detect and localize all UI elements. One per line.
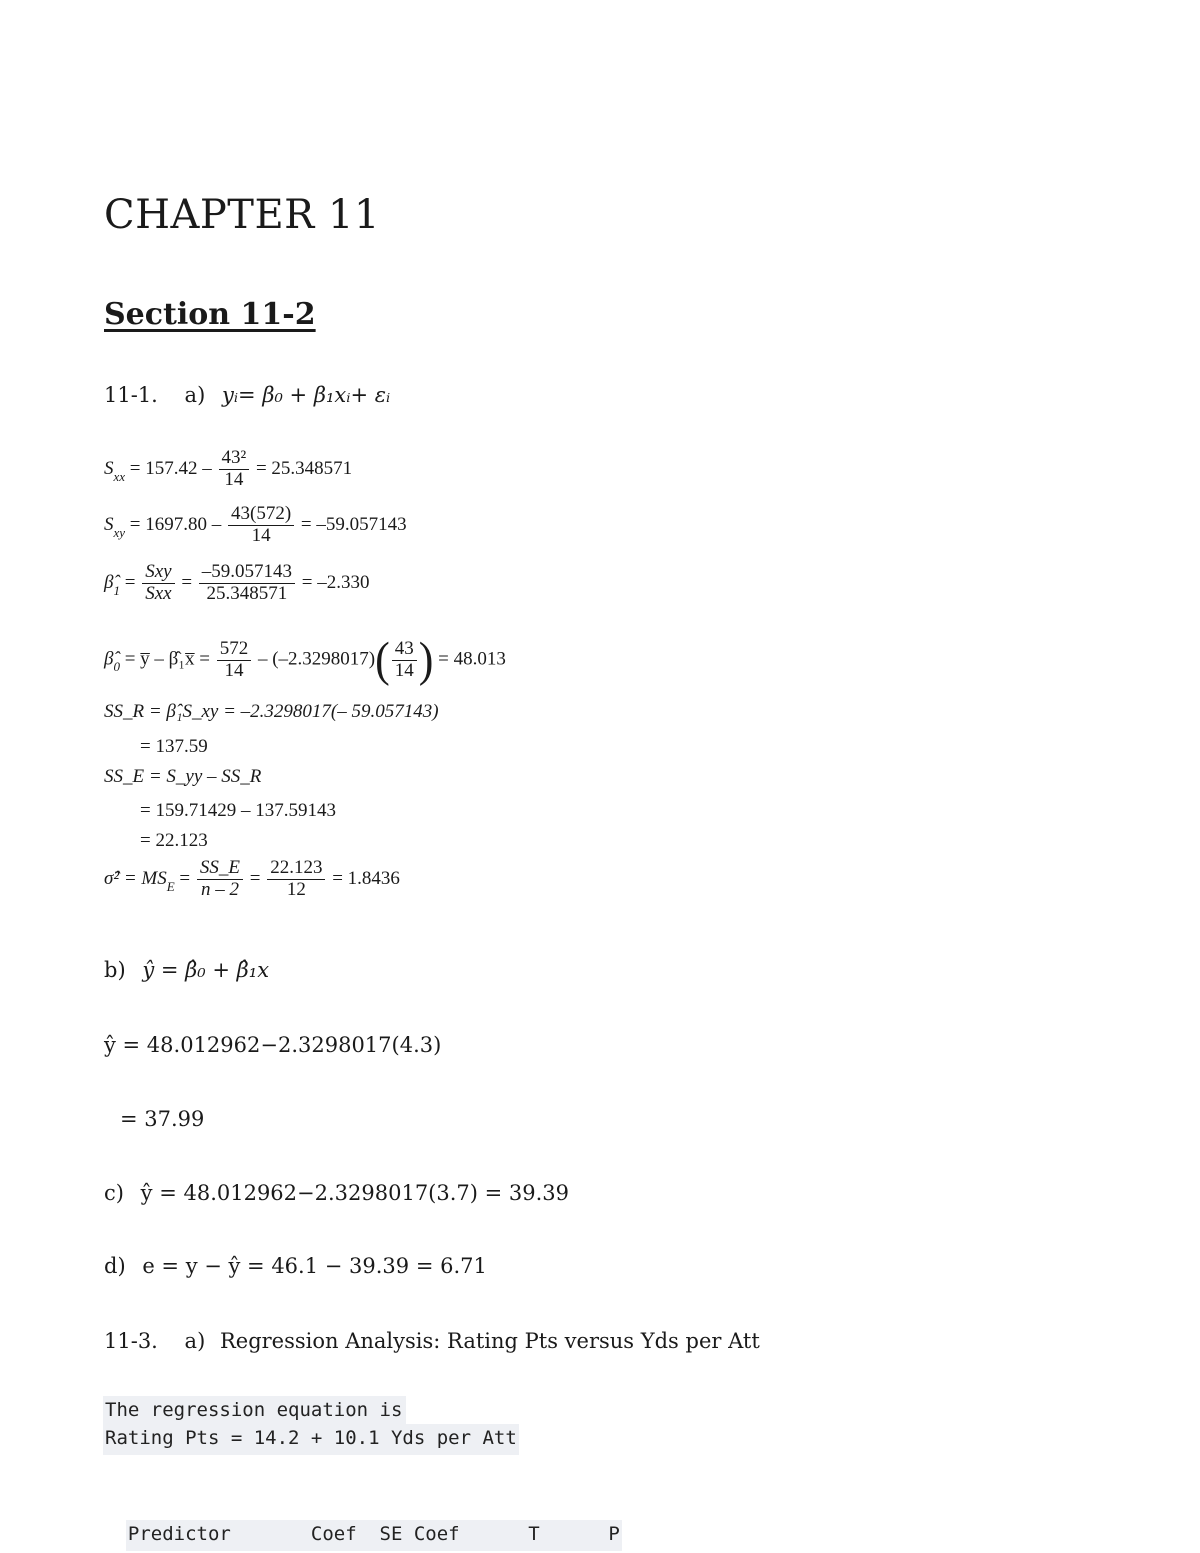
sse-line-3: = 22.123 xyxy=(140,830,208,851)
part-b-calc-2: = 37.99 xyxy=(120,1107,205,1131)
part-d-label: d) xyxy=(104,1254,126,1278)
ssr-line-2: = 137.59 xyxy=(140,736,208,757)
sxx-equation xyxy=(104,448,352,491)
beta0-fraction-2 xyxy=(392,639,417,682)
beta0-den1: 14 xyxy=(224,659,244,681)
problem-11-3-header xyxy=(104,1329,760,1353)
sxx-num: 43² xyxy=(219,448,250,470)
beta0-fraction-1 xyxy=(217,639,252,682)
beta0-symbol: β̂ xyxy=(104,648,114,670)
beta1-result: = –2.330 xyxy=(301,571,370,593)
beta1-num: –59.057143 xyxy=(199,562,295,584)
sxy-fraction xyxy=(228,504,294,547)
part-d-calc: e = y − ŷ = 46.1 − 39.39 = 6.71 xyxy=(142,1254,487,1278)
part-a-label: a) xyxy=(184,1329,206,1353)
sse-line-2: = 159.71429 – 137.59143 xyxy=(140,800,336,821)
coef-table-header xyxy=(103,1498,622,1551)
code-block xyxy=(103,1396,519,1455)
sxx-den: 14 xyxy=(224,468,244,490)
beta1-num-symbolic: Sxy xyxy=(142,562,174,584)
problem-label: 11-1. xyxy=(104,383,158,407)
beta0-num1: 572 xyxy=(217,639,252,661)
part-c-line xyxy=(104,1181,569,1205)
sxx-subscript: xx xyxy=(113,468,126,484)
part-a-label: a) xyxy=(184,383,206,407)
sxy-subscript: xy xyxy=(113,524,126,540)
beta1-subscript: 1 xyxy=(113,582,120,598)
sxx-result: = 25.348571 xyxy=(255,457,353,479)
problem-11-1-header xyxy=(104,383,390,407)
table-header-row: Predictor Coef SE Coef T P xyxy=(126,1520,622,1551)
beta0-num2: 43 xyxy=(392,639,417,661)
sigma-result: = 1.8436 xyxy=(332,867,400,889)
beta0-result: = 48.013 xyxy=(438,648,506,670)
beta1-eq: = xyxy=(124,571,136,593)
sigma-symbol: σ̂² = MS xyxy=(104,867,167,889)
part-b-label: b) xyxy=(104,958,126,982)
sxy-symbol: S xyxy=(104,513,114,535)
sigma-equation xyxy=(104,858,400,901)
ssr-line-1: SS_R = β̂₁S_xy = –2.3298017(– 59.057143) xyxy=(104,701,439,722)
sxy-equation xyxy=(104,504,407,547)
sxx-symbol: S xyxy=(104,457,114,479)
part-c-label: c) xyxy=(104,1181,124,1205)
code-line-1: The regression equation is xyxy=(103,1396,406,1427)
sigma-eq2: = xyxy=(249,867,261,889)
part-b-line xyxy=(104,958,269,982)
beta1-fraction-numeric xyxy=(199,562,295,605)
part-b-model: ŷ = β̂₀ + β̂₁x xyxy=(142,958,270,982)
sxy-expr: = 1697.80 – xyxy=(129,513,222,535)
sigma-num-symbolic: SS_E xyxy=(197,858,243,880)
sxy-den: 14 xyxy=(251,524,271,546)
sse-line-1: SS_E = S_yy – SS_R xyxy=(104,766,262,787)
beta1-equation xyxy=(104,562,370,605)
sigma-fraction-symbolic xyxy=(197,858,243,901)
problem-label: 11-3. xyxy=(104,1329,158,1353)
regression-heading: Regression Analysis: Rating Pts versus Yds per Att xyxy=(219,1329,760,1353)
beta0-den2: 14 xyxy=(394,659,414,681)
code-line-2: Rating Pts = 14.2 + 10.1 Yds per Att xyxy=(103,1424,519,1455)
right-paren: ) xyxy=(418,632,434,687)
beta1-symbol: β̂ xyxy=(104,571,114,593)
sigma-num: 22.123 xyxy=(267,858,325,880)
sigma-den: 12 xyxy=(286,878,306,900)
sigma-fraction-numeric xyxy=(267,858,325,901)
sigma-den-symbolic: n – 2 xyxy=(200,878,239,900)
beta0-mid: – (–2.3298017) xyxy=(257,648,376,670)
beta1-eq2: = xyxy=(181,571,193,593)
left-paren: ( xyxy=(375,632,390,687)
sxx-expr: = 157.42 – xyxy=(129,457,212,479)
sxy-result: = –59.057143 xyxy=(300,513,407,535)
chapter-title: CHAPTER 11 xyxy=(104,192,380,238)
beta0-equation xyxy=(104,632,506,687)
part-d-line xyxy=(104,1254,487,1278)
sigma-eq1: = xyxy=(179,867,191,889)
regression-model: yᵢ= β₀ + β₁xᵢ+ εᵢ xyxy=(221,383,391,407)
section-title: Section 11-2 xyxy=(104,297,316,332)
part-b-calc-1: ŷ = 48.012962−2.3298017(4.3) xyxy=(104,1033,442,1057)
sxy-num: 43(572) xyxy=(228,504,294,526)
beta0-expr: = y̅ – β̂₁x̅ = xyxy=(124,648,210,670)
sigma-subscript: E xyxy=(166,878,175,894)
beta1-den-symbolic: Sxx xyxy=(145,582,172,604)
beta0-subscript: 0 xyxy=(113,659,120,675)
beta1-den: 25.348571 xyxy=(206,582,288,604)
sxx-fraction xyxy=(219,448,250,491)
beta1-fraction-symbolic xyxy=(142,562,174,605)
part-c-calc: ŷ = 48.012962−2.3298017(3.7) = 39.39 xyxy=(140,1181,570,1205)
